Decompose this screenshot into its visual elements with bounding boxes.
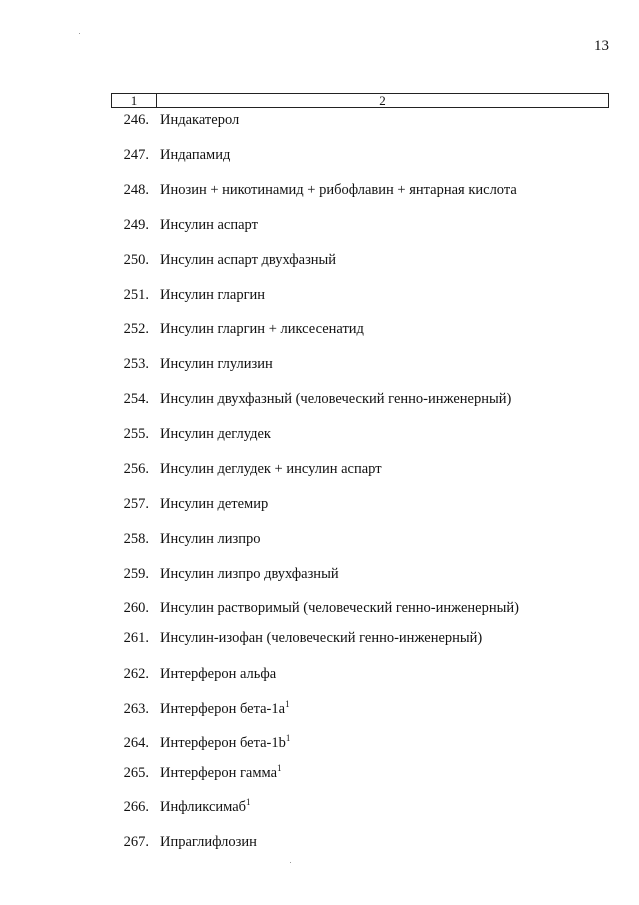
drug-name-text: Инфликсимаб: [160, 799, 247, 815]
row-number: 250.: [123, 252, 149, 268]
drug-name: [160, 110, 239, 130]
scan-speck: [290, 862, 291, 863]
drug-name: [160, 494, 268, 514]
drug-name: [160, 664, 276, 684]
row-number: 264.: [123, 735, 149, 751]
row-number: 248.: [123, 182, 149, 198]
row-number: 249.: [123, 217, 149, 233]
row-number: 263.: [123, 701, 149, 717]
drug-name-text: Интерферон альфа: [160, 666, 277, 682]
table-row: [111, 424, 611, 444]
table-row: [111, 564, 611, 584]
page-number: 13: [594, 38, 609, 54]
row-number: 256.: [123, 461, 149, 477]
drug-name-text: Интерферон бета-1а: [160, 701, 286, 717]
drug-name: [160, 797, 251, 817]
drug-name: [160, 354, 273, 374]
table-row: [111, 494, 611, 514]
row-number: 253.: [123, 356, 149, 372]
table-row: [111, 145, 611, 165]
row-number: 252.: [123, 321, 149, 337]
drug-name-text: Индакатерол: [160, 112, 240, 128]
drug-name-text: Инсулин гларгин + ликсесенатид: [160, 321, 364, 337]
drug-name: [160, 628, 482, 648]
footnote-marker: 1: [285, 699, 290, 709]
table-row: [111, 285, 611, 305]
drug-name-text: Инсулин аспарт двухфазный: [160, 252, 337, 268]
table-row: [111, 250, 611, 270]
table-row: [111, 354, 611, 374]
drug-name: [160, 180, 517, 200]
drug-name-text: Инсулин деглудек + инсулин аспарт: [160, 461, 382, 477]
row-number: 258.: [123, 531, 149, 547]
drug-name-text: Интерферон бета-1b: [160, 735, 286, 751]
row-number: 255.: [123, 426, 149, 442]
drug-name: [160, 699, 290, 719]
table-row: [111, 459, 611, 479]
drug-name: [160, 564, 339, 584]
drug-name: [160, 529, 260, 549]
row-number: 247.: [123, 147, 149, 163]
table-row: [111, 832, 611, 852]
drug-name-text: Инсулин глулизин: [160, 356, 273, 372]
drug-name: [160, 598, 519, 618]
drug-name-text: Инсулин деглудек: [160, 426, 271, 442]
table-row: [111, 628, 611, 648]
table-row: [111, 180, 611, 200]
table-row: [111, 699, 611, 719]
drug-name-text: Инозин + никотинамид + рибофлавин + янтарная кислота: [160, 182, 517, 198]
row-number: 257.: [123, 496, 149, 512]
table-row: [111, 664, 611, 684]
drug-name-text: Инсулин-изофан (человеческий генно-инженерный): [160, 630, 483, 646]
drug-name-text: Инсулин гларгин: [160, 287, 266, 303]
table-row: [111, 598, 611, 618]
table-row: [111, 763, 611, 783]
drug-name: [160, 763, 282, 783]
table-row: [111, 733, 611, 753]
table-row: [111, 319, 611, 339]
row-number: 265.: [123, 765, 149, 781]
row-number: 267.: [123, 834, 149, 850]
row-number: 251.: [123, 287, 149, 303]
drug-name: [160, 459, 382, 479]
table-row: [111, 110, 611, 130]
table-header-col-1: 1: [112, 94, 157, 107]
drug-name-text: Инсулин растворимый (человеческий генно-инженерный): [160, 600, 519, 616]
drug-name: [160, 733, 290, 753]
drug-name: [160, 389, 511, 409]
table-row: [111, 797, 611, 817]
drug-name-text: Индапамид: [160, 147, 231, 163]
drug-name: [160, 319, 364, 339]
table-header-col-2: 2: [379, 93, 386, 108]
row-number: 262.: [123, 666, 149, 682]
row-number: 259.: [123, 566, 149, 582]
scan-speck: [79, 33, 80, 34]
drug-name: [160, 424, 271, 444]
drug-name-text: Инсулин аспарт: [160, 217, 258, 233]
drug-name-text: Интерферон гамма: [160, 765, 278, 781]
footnote-marker: 1: [277, 763, 282, 773]
drug-name-text: Инсулин лизпро: [160, 531, 261, 547]
drug-name: [160, 285, 265, 305]
footnote-marker: 1: [246, 797, 251, 807]
drug-name-text: Инсулин двухфазный (человеческий генно-инженерный): [160, 391, 512, 407]
drug-name-text: Инсулин детемир: [160, 496, 269, 512]
table-row: [111, 529, 611, 549]
drug-name: [160, 145, 230, 165]
row-number: 254.: [123, 391, 149, 407]
row-number: 260.: [123, 600, 149, 616]
row-number: 261.: [123, 630, 149, 646]
table-row: [111, 215, 611, 235]
row-number: 266.: [123, 799, 149, 815]
drug-list: [111, 0, 611, 905]
drug-name: [160, 250, 336, 270]
drug-name: [160, 832, 257, 852]
table-row: [111, 389, 611, 409]
drug-name: [160, 215, 258, 235]
footnote-marker: 1: [285, 733, 291, 743]
row-number: 246.: [123, 112, 149, 128]
drug-name-text: Ипраглифлозин: [160, 834, 257, 850]
drug-name-text: Инсулин лизпро двухфазный: [160, 566, 339, 582]
